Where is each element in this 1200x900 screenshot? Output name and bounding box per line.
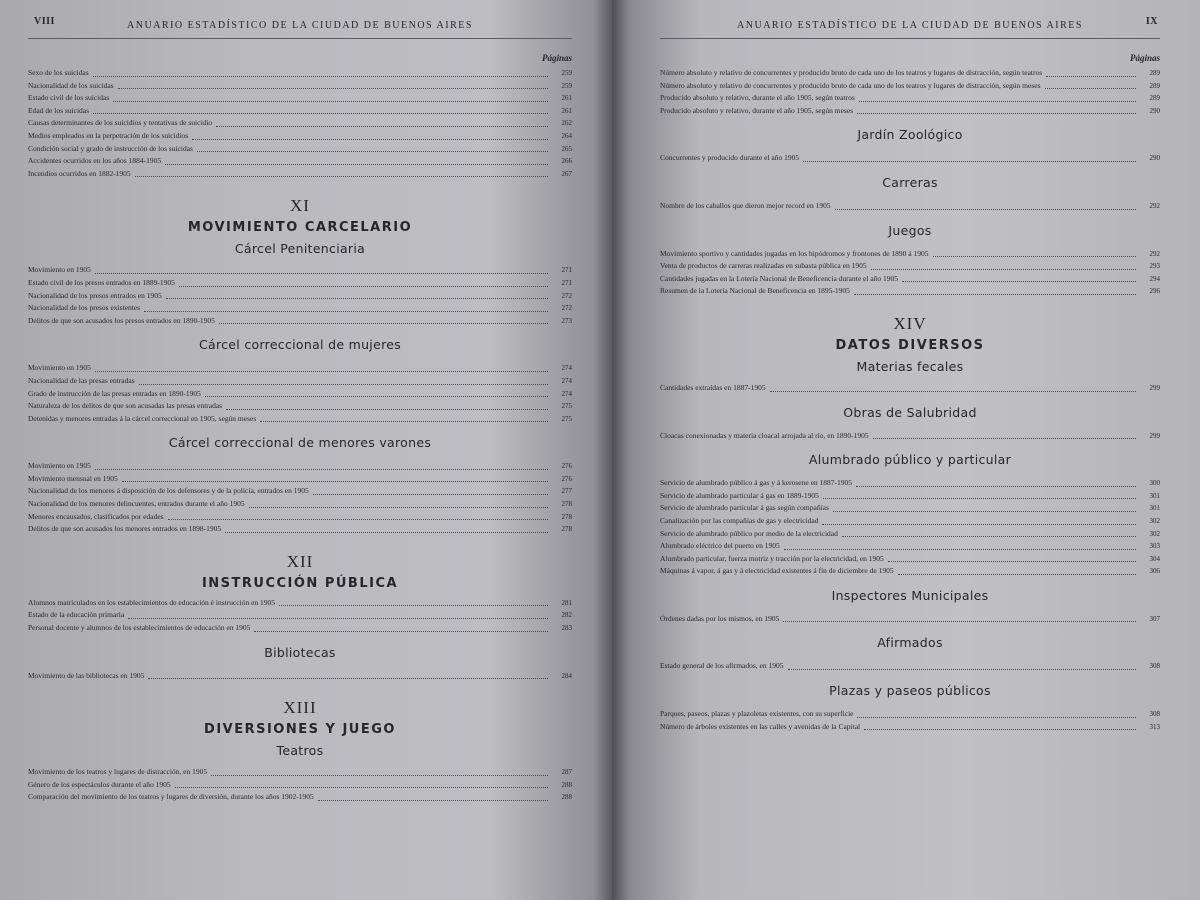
toc-entry-label: Movimiento en 1905 xyxy=(28,363,91,373)
dot-leader xyxy=(871,269,1136,270)
toc-entry-page-number: 278 xyxy=(561,525,572,534)
toc-entry-label: Número absoluto y relativo de concurrentes y producido bruto de cada uno de los teatros y lugares de distracción, según meses xyxy=(660,80,1041,90)
toc-entry-label: Movimiento sportivo y cantidades jugadas en los hipódromos y frontones de 1890 á 1905 xyxy=(660,248,929,258)
toc-entry-page-number: 259 xyxy=(561,69,572,77)
toc-entry-page-number: 288 xyxy=(561,793,572,802)
toc-entry xyxy=(660,721,1160,734)
toc-entry-page-number: 264 xyxy=(561,131,572,140)
toc-list xyxy=(28,670,572,683)
dot-leader xyxy=(165,164,548,165)
toc-entry xyxy=(28,460,572,473)
toc-entry-page-number: 271 xyxy=(561,266,572,275)
toc-entry xyxy=(28,485,572,498)
folio-right: IX xyxy=(1145,16,1158,27)
toc-entry xyxy=(660,490,1160,503)
toc-entry-label: Nombre de los caballos que dieron mejor record en 1905 xyxy=(660,200,831,210)
toc-entry xyxy=(660,565,1160,578)
toc-entry-label: Nacionalidad de los presos existentes xyxy=(28,303,141,313)
section-number-xiii: XIII xyxy=(283,698,317,718)
toc-entry-page-number: 290 xyxy=(1149,154,1160,163)
toc-entry-label: Cloacas conexionadas y materia cloacal arrojada al río, en 1890-1905 xyxy=(660,430,869,440)
toc-entry-page-number: 313 xyxy=(1149,722,1160,731)
toc-list xyxy=(660,477,1160,578)
toc-entry-page-number: 271 xyxy=(561,278,572,287)
toc-entry-label: Máquinas á vapor, á gas y á electricidad existentes á fin de diciembre de 1905 xyxy=(660,566,894,576)
dot-leader xyxy=(788,669,1136,670)
dot-leader xyxy=(854,294,1136,295)
dot-leader xyxy=(318,800,548,801)
toc-entry-page-number: 267 xyxy=(561,169,572,178)
subsection-title-bibliotecas: Bibliotecas xyxy=(264,644,336,660)
running-title-right: ANUARIO ESTADÍSTICO DE LA CIUDAD DE BUENOS AIRES xyxy=(737,20,1083,31)
toc-list xyxy=(660,152,1160,165)
subsection-title-juegos: Juegos xyxy=(888,222,932,238)
toc-entry xyxy=(28,80,572,93)
toc-entry-page-number: 287 xyxy=(561,768,572,777)
toc-entry-page-number: 275 xyxy=(561,414,572,423)
toc-list xyxy=(28,362,572,425)
toc-entry xyxy=(28,362,572,375)
toc-entry xyxy=(660,80,1160,93)
toc-entry-page-number: 272 xyxy=(561,291,572,300)
dot-leader xyxy=(835,209,1136,210)
dot-leader xyxy=(113,101,548,102)
section-title-movimiento-carcelario: MOVIMIENTO CARCELARIO xyxy=(187,220,413,236)
dot-leader xyxy=(784,549,1136,550)
toc-entry-page-number: 278 xyxy=(561,512,572,521)
dot-leader xyxy=(888,561,1136,562)
toc-entry-page-number: 302 xyxy=(1149,529,1160,538)
toc-entry xyxy=(28,498,572,511)
toc-entry-page-number: 292 xyxy=(1149,249,1160,258)
toc-entry-page-number: 259 xyxy=(561,81,572,90)
toc-entry-page-number: 276 xyxy=(561,474,572,483)
toc-entry-label: Accidentes ocurridos en los años 1884-1905 xyxy=(28,156,162,166)
toc-list xyxy=(660,660,1160,673)
toc-entry-label: Movimiento de los teatros y lugares de distracción, en 1905 xyxy=(28,767,208,777)
toc-entry-page-number: 277 xyxy=(561,487,572,496)
toc-entry xyxy=(28,143,572,156)
section-title-instruccion-publica: INSTRUCCIÓN PÚBLICA xyxy=(201,575,399,591)
dot-leader xyxy=(219,323,548,324)
subsection-title-obras-salubridad: Obras de Salubridad xyxy=(843,404,977,420)
toc-entry xyxy=(28,791,572,804)
toc-entry-label: Servicio de alumbrado público á gas y á kerosene en 1887-1905 xyxy=(660,478,853,488)
toc-entry-page-number: 281 xyxy=(561,598,572,607)
toc-entry xyxy=(660,502,1160,515)
toc-entry-page-number: 283 xyxy=(561,624,572,633)
toc-entry-label: Servicio de alumbrado particular á gas en 1889-1905 xyxy=(660,490,819,500)
toc-entry-label: Edad de los suicidas xyxy=(28,105,90,115)
toc-entry-page-number: 293 xyxy=(1149,262,1160,271)
toc-entry xyxy=(660,92,1160,105)
toc-list xyxy=(28,597,572,635)
toc-entry-label: Nacionalidad de los suicidas xyxy=(28,80,114,90)
toc-entry xyxy=(660,152,1160,165)
toc-entry xyxy=(660,515,1160,528)
toc-entry-label: Número de árboles existentes en las calles y avenidas de la Capital xyxy=(660,721,861,731)
toc-entry-page-number: 274 xyxy=(561,376,572,385)
toc-list xyxy=(660,200,1160,213)
right-page xyxy=(612,0,1200,900)
toc-entry-label: Estado civil de los suicidas xyxy=(28,93,110,103)
toc-entry xyxy=(28,609,572,622)
section-title-datos-diversos: DATOS DIVERSOS xyxy=(835,337,985,353)
toc-entry-page-number: 282 xyxy=(561,611,572,620)
dot-leader xyxy=(95,273,548,274)
toc-entry-page-number: 308 xyxy=(1149,662,1160,671)
toc-entry-label: Comparación del movimiento de los teatros y lugares de diversión, durante los años 1902-1905 xyxy=(28,792,314,802)
dot-leader xyxy=(864,729,1136,730)
toc-entry xyxy=(28,290,572,303)
toc-entry xyxy=(28,302,572,315)
toc-entry-page-number: 265 xyxy=(561,144,572,153)
toc-entry-page-number: 303 xyxy=(1149,542,1160,551)
subsection-title-alumbrado: Alumbrado público y particular xyxy=(808,452,1012,468)
toc-entry-label: Causas determinantes de los suicidios y tentativas de suicidio xyxy=(28,118,213,128)
running-head-left xyxy=(28,14,572,39)
toc-entry-label: Estado general de los afirmados, en 1905 xyxy=(660,661,784,671)
toc-entry-page-number: 272 xyxy=(561,304,572,313)
toc-entry-page-number: 262 xyxy=(561,119,572,128)
toc-entry xyxy=(28,67,572,80)
subsection-title-carcel-menores: Cárcel correccional de menores varones xyxy=(168,435,432,451)
toc-entry xyxy=(28,523,572,536)
toc-entry xyxy=(28,117,572,130)
toc-entry xyxy=(28,168,572,181)
toc-list xyxy=(28,460,572,536)
toc-entry-page-number: 273 xyxy=(561,316,572,325)
dot-leader xyxy=(770,391,1136,392)
subsection-title-jardin-zoologico: Jardín Zoológico xyxy=(857,127,963,143)
dot-leader xyxy=(197,151,548,152)
dot-leader xyxy=(192,139,548,140)
toc-list xyxy=(660,248,1160,298)
dot-leader xyxy=(166,298,548,299)
toc-entry-page-number: 296 xyxy=(1149,287,1160,296)
toc-entry-label: Resumen de la Lotería Nacional de Beneficencia en 1895-1905 xyxy=(660,286,850,296)
toc-entry-label: Condición social y grado de instrucción de los suicidas xyxy=(28,143,193,153)
toc-entry-label: Incendios ocurridos en 1882-1905 xyxy=(28,168,131,178)
toc-list xyxy=(28,264,572,327)
toc-entry-page-number: 308 xyxy=(1149,710,1160,719)
dot-leader xyxy=(279,605,548,606)
running-head-right xyxy=(660,14,1160,39)
dot-leader xyxy=(803,161,1136,162)
dot-leader xyxy=(179,286,548,287)
toc-entry-page-number: 301 xyxy=(1149,504,1160,513)
subsection-title-materias-fecales: Materias fecales xyxy=(856,358,964,374)
toc-entry xyxy=(660,248,1160,261)
subsection-title-teatros: Teatros xyxy=(276,743,324,759)
toc-entry xyxy=(28,413,572,426)
toc-entry xyxy=(28,105,572,118)
toc-entry xyxy=(660,273,1160,286)
toc-entry-label: Concurrentes y producido durante el año 1905 xyxy=(660,153,800,163)
toc-entry xyxy=(660,540,1160,553)
toc-entry xyxy=(660,260,1160,273)
pages-column-label-left: Páginas xyxy=(541,53,572,63)
section-number-xi: XI xyxy=(290,196,310,216)
toc-entry xyxy=(660,105,1160,118)
dot-leader xyxy=(1045,88,1136,89)
dot-leader xyxy=(175,787,548,788)
toc-entry-label: Alumbrado particular, fuerza motriz y tracción por la electricidad, en 1905 xyxy=(660,553,884,563)
running-title-left: ANUARIO ESTADÍSTICO DE LA CIUDAD DE BUENOS AIRES xyxy=(127,20,473,31)
toc-entry-label: Movimiento mensual en 1905 xyxy=(28,473,118,483)
toc-entry xyxy=(28,473,572,486)
toc-entry-label: Sexo de los suicidas xyxy=(28,68,89,77)
dot-leader xyxy=(313,494,548,495)
section-number-xii: XII xyxy=(286,551,314,571)
toc-entry-page-number: 290 xyxy=(1149,106,1160,115)
toc-entry-label: Parques, paseos, plazas y plazoletas existentes, con su superficie xyxy=(660,709,854,719)
toc-entry xyxy=(660,553,1160,566)
toc-entry xyxy=(660,285,1160,298)
toc-entry-label: Movimiento en 1905 xyxy=(28,461,91,471)
toc-entry-label: Número absoluto y relativo de concurrentes y producido bruto de cada uno de los teatros y lugares de distracción, según teatros xyxy=(660,68,1043,77)
toc-entry-page-number: 289 xyxy=(1149,94,1160,103)
dot-leader xyxy=(254,631,548,632)
dot-leader xyxy=(139,384,548,385)
subsection-title-carreras: Carreras xyxy=(882,174,938,190)
section-title-diversiones-y-juego: DIVERSIONES Y JUEGO xyxy=(204,722,396,738)
toc-entry xyxy=(28,155,572,168)
toc-list xyxy=(660,382,1160,395)
toc-entry xyxy=(28,779,572,792)
dot-leader xyxy=(857,113,1136,114)
dot-leader xyxy=(128,618,548,619)
toc-list xyxy=(660,67,1160,117)
toc-entry-label: Detenidas y menores entradas á la cárcel correccional en 1905, según meses xyxy=(28,413,257,423)
toc-list xyxy=(660,430,1160,443)
toc-entry-page-number: 304 xyxy=(1149,554,1160,563)
dot-leader xyxy=(225,532,548,533)
toc-entry-page-number: 299 xyxy=(1149,383,1160,392)
toc-entry xyxy=(28,130,572,143)
toc-entry-page-number: 302 xyxy=(1149,516,1160,525)
toc-entry-label: Alumbrado eléctrico del puerto en 1905 xyxy=(660,541,780,551)
section-number-xiv: XIV xyxy=(893,313,927,333)
toc-entry-label: Servicio de alumbrado público por medio de la electricidad xyxy=(660,528,838,538)
toc-entry-label: Movimiento de las bibliotecas en 1905 xyxy=(28,670,145,680)
toc-entry-page-number: 275 xyxy=(561,402,572,411)
toc-entry-page-number: 261 xyxy=(561,94,572,103)
subsection-title-afirmados: Afirmados xyxy=(877,635,943,651)
toc-entry xyxy=(28,315,572,328)
subsection-title-plazas: Plazas y paseos públicos xyxy=(829,683,991,699)
dot-leader xyxy=(857,717,1136,718)
dot-leader xyxy=(783,621,1136,622)
dot-leader xyxy=(873,438,1136,439)
dot-leader xyxy=(933,256,1136,257)
toc-entry-label: Grado de instrucción de las presas entradas en 1890-1905 xyxy=(28,388,201,398)
toc-entry-page-number: 306 xyxy=(1149,567,1160,576)
toc-entry-label: Delitos de que son acusados los presos entrados en 1890-1905 xyxy=(28,315,215,325)
dot-leader xyxy=(93,76,548,77)
toc-entry xyxy=(660,477,1160,490)
toc-entry-page-number: 274 xyxy=(561,389,572,398)
toc-entry-page-number: 300 xyxy=(1149,479,1160,488)
toc-entry xyxy=(28,264,572,277)
dot-leader xyxy=(93,113,548,114)
dot-leader xyxy=(95,371,548,372)
toc-entry xyxy=(28,388,572,401)
dot-leader xyxy=(144,311,548,312)
toc-entry-label: Estado de la educación primaria xyxy=(28,610,125,620)
dot-leader xyxy=(1046,76,1136,77)
toc-entry xyxy=(660,382,1160,395)
dot-leader xyxy=(902,281,1136,282)
subsection-title-carcel-penitenciaria: Cárcel Penitenciaria xyxy=(234,241,366,257)
toc-entry-page-number: 301 xyxy=(1149,491,1160,500)
toc-entry-label: Servicio de alumbrado particular á gas según compañías xyxy=(660,503,829,513)
toc-entry-page-number: 278 xyxy=(561,500,572,509)
subsection-title-carcel-mujeres: Cárcel correccional de mujeres xyxy=(198,337,402,353)
dot-leader xyxy=(118,88,548,89)
toc-list xyxy=(28,67,572,180)
toc-entry-page-number: 284 xyxy=(561,671,572,680)
toc-entry xyxy=(660,660,1160,673)
toc-entry-page-number: 276 xyxy=(561,462,572,471)
toc-entry-label: Cantidades jugadas en la Lotería Nacional de Beneficencia durante el año 1905 xyxy=(660,273,899,283)
toc-entry-label: Nacionalidad de los presos entrados en 1905 xyxy=(28,290,162,300)
toc-entry xyxy=(28,766,572,779)
toc-entry xyxy=(660,613,1160,626)
dot-leader xyxy=(249,507,548,508)
toc-entry-label: Alumnos matriculados en los establecimientos de educación é instrucción en 1905 xyxy=(28,597,276,607)
toc-entry-page-number: 307 xyxy=(1149,614,1160,623)
toc-entry xyxy=(28,277,572,290)
toc-entry-label: Producido absoluto y relativo, durante el año 1905, según teatros xyxy=(660,93,855,103)
toc-entry-label: Delitos de que son acusados los menores entrados en 1898-1905 xyxy=(28,524,222,534)
toc-entry-label: Estado civil de los presos entrados en 1889-1905 xyxy=(28,277,175,287)
toc-entry-page-number: 289 xyxy=(1149,81,1160,90)
dot-leader xyxy=(135,176,548,177)
toc-entry xyxy=(28,400,572,413)
toc-list xyxy=(660,708,1160,733)
dot-leader xyxy=(856,486,1136,487)
toc-entry xyxy=(28,622,572,635)
toc-entry-label: Nacionalidad de las presas entradas xyxy=(28,375,135,385)
dot-leader xyxy=(216,126,548,127)
toc-entry-label: Cantidades extraídas en 1887-1905 xyxy=(660,382,766,392)
toc-entry-page-number: 294 xyxy=(1149,274,1160,283)
toc-entry-page-number: 261 xyxy=(561,106,572,115)
dot-leader xyxy=(260,421,548,422)
toc-entry xyxy=(660,430,1160,443)
toc-entry-page-number: 289 xyxy=(1149,69,1160,77)
toc-entry xyxy=(28,375,572,388)
toc-entry xyxy=(28,92,572,105)
toc-entry xyxy=(660,67,1160,80)
dot-leader xyxy=(211,775,548,776)
toc-list xyxy=(660,613,1160,626)
dot-leader xyxy=(822,524,1136,525)
toc-entry-label: Personal docente y alumnos de los establecimientos de educación en 1905 xyxy=(28,623,251,633)
dot-leader xyxy=(842,536,1136,537)
toc-entry xyxy=(28,511,572,524)
toc-entry-label: Canalización por las compañías de gas y electricidad xyxy=(660,515,819,525)
toc-entry xyxy=(660,708,1160,721)
toc-entry xyxy=(660,200,1160,213)
toc-entry-label: Movimiento en 1905 xyxy=(28,265,91,275)
dot-leader xyxy=(898,574,1136,575)
toc-entry-label: Nacionalidad de los menores delincuentes, entrados durante el año 1905 xyxy=(28,499,245,509)
toc-entry-label: Producido absoluto y relativo, durante el año 1905, según meses xyxy=(660,105,854,115)
dot-leader xyxy=(122,481,548,482)
dot-leader xyxy=(226,409,548,410)
pages-column-label-right: Páginas xyxy=(1129,53,1160,63)
toc-entry-page-number: 274 xyxy=(561,364,572,373)
toc-entry-label: Órdenes dadas por los mismos, en 1905 xyxy=(660,613,780,623)
dot-leader xyxy=(168,519,548,520)
dot-leader xyxy=(823,498,1136,499)
toc-entry-page-number: 288 xyxy=(561,780,572,789)
folio-left: VIII xyxy=(34,16,55,27)
toc-entry xyxy=(28,597,572,610)
toc-entry-label: Venta de productos de carreras realizadas en subasta pública en 1905 xyxy=(660,261,867,271)
subsection-title-inspectores: Inspectores Municipales xyxy=(831,587,989,603)
toc-entry-label: Naturaleza de los delitos de que son acusadas las presas entradas xyxy=(28,401,223,411)
dot-leader xyxy=(95,469,548,470)
toc-entry-page-number: 266 xyxy=(561,157,572,166)
toc-entry-page-number: 292 xyxy=(1149,201,1160,210)
toc-entry-page-number: 299 xyxy=(1149,431,1160,440)
dot-leader xyxy=(148,678,548,679)
dot-leader xyxy=(833,511,1136,512)
toc-entry-label: Menores encausados, clasificados por edades xyxy=(28,511,164,521)
dot-leader xyxy=(859,101,1136,102)
toc-list xyxy=(28,766,572,804)
toc-entry-label: Nacionalidad de los menores á disposición de los defensores y de la policía, entrados en 1905 xyxy=(28,486,309,496)
toc-entry xyxy=(28,670,572,683)
toc-entry-label: Medios empleados en la perpetración de los suicidios xyxy=(28,130,189,140)
toc-entry-label: Género de los espectáculos durante el año 1905 xyxy=(28,779,171,789)
dot-leader xyxy=(205,396,548,397)
toc-entry xyxy=(660,528,1160,541)
